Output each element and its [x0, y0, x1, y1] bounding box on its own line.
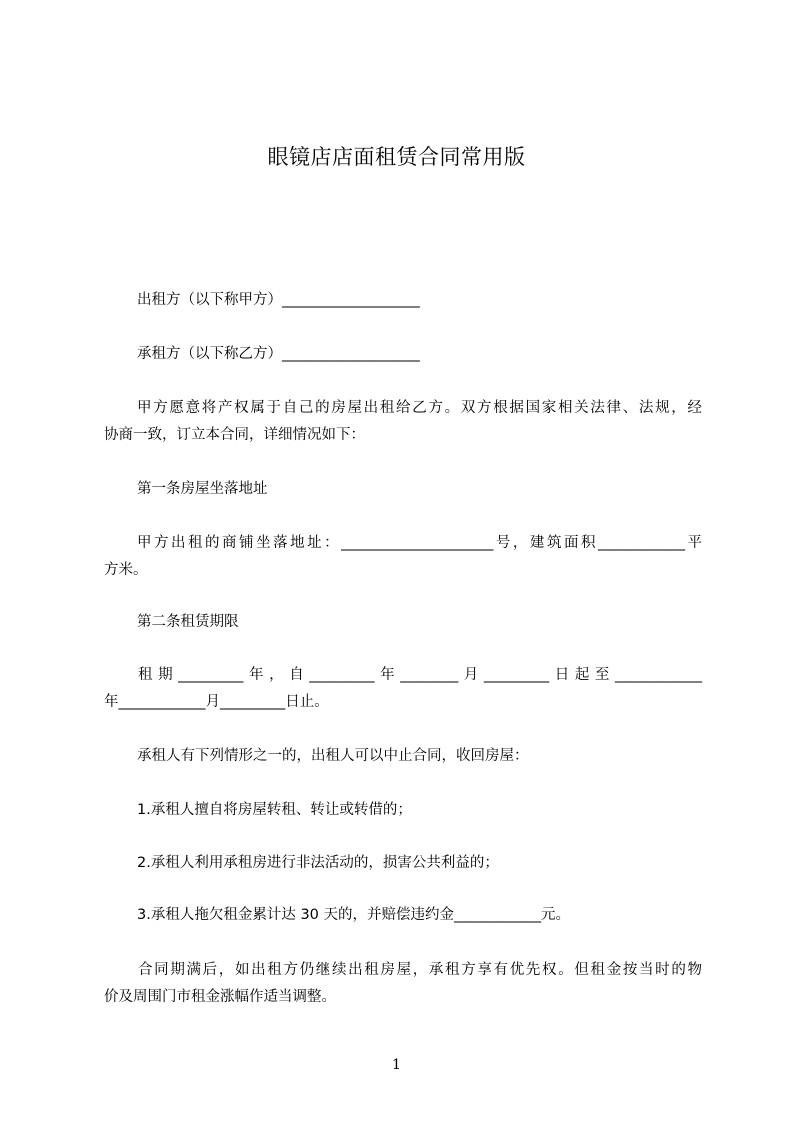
- renewal-line-1: 合同期满后，如出租方仍继续出租房屋，承租方享有优先权。但租金按当时的物: [138, 962, 702, 978]
- renewal-line-2: 价及周围门市租金涨幅作适当调整。: [104, 989, 336, 1005]
- termination-item-2: 2.承租人利用承租房进行非法活动的，损害公共利益的；: [137, 855, 499, 871]
- article1-address-line-2: 方米。: [104, 562, 148, 578]
- intro-line-1: 甲方愿意将产权属于自己的房屋出租给乙方。双方根据国家相关法律、法规，经: [137, 400, 702, 416]
- termination-item-3: 3.承租人拖欠租金累计达 30 天的，并赔偿违约金____________元。: [137, 907, 571, 923]
- page-number: 1: [392, 1057, 401, 1073]
- termination-intro: 承租人有下列情形之一的，出租人可以中止合同，收回房屋：: [137, 748, 529, 764]
- lessor-line: 出租方（以下称甲方）___________________: [137, 292, 420, 308]
- article2-term-line: 租期_________年，自_________年________月_________日起至____________: [138, 667, 702, 683]
- article1-heading: 第一条房屋坐落地址: [137, 481, 268, 497]
- document-title: 眼镜店店面租赁合同常用版: [267, 145, 526, 169]
- intro-line-2: 协商一致，订立本合同，详细情况如下：: [104, 427, 365, 443]
- article1-address-line: 甲方出租的商铺坐落地址：_____________________号，建筑面积____________平: [137, 535, 702, 551]
- lessee-line: 承租方（以下称乙方）___________________: [137, 346, 420, 362]
- article2-heading: 第二条租赁期限: [137, 614, 239, 630]
- article2-term-line-2: 年____________月_________日止。: [104, 694, 329, 710]
- termination-item-1: 1.承租人擅自将房屋转租、转让或转借的；: [137, 802, 412, 818]
